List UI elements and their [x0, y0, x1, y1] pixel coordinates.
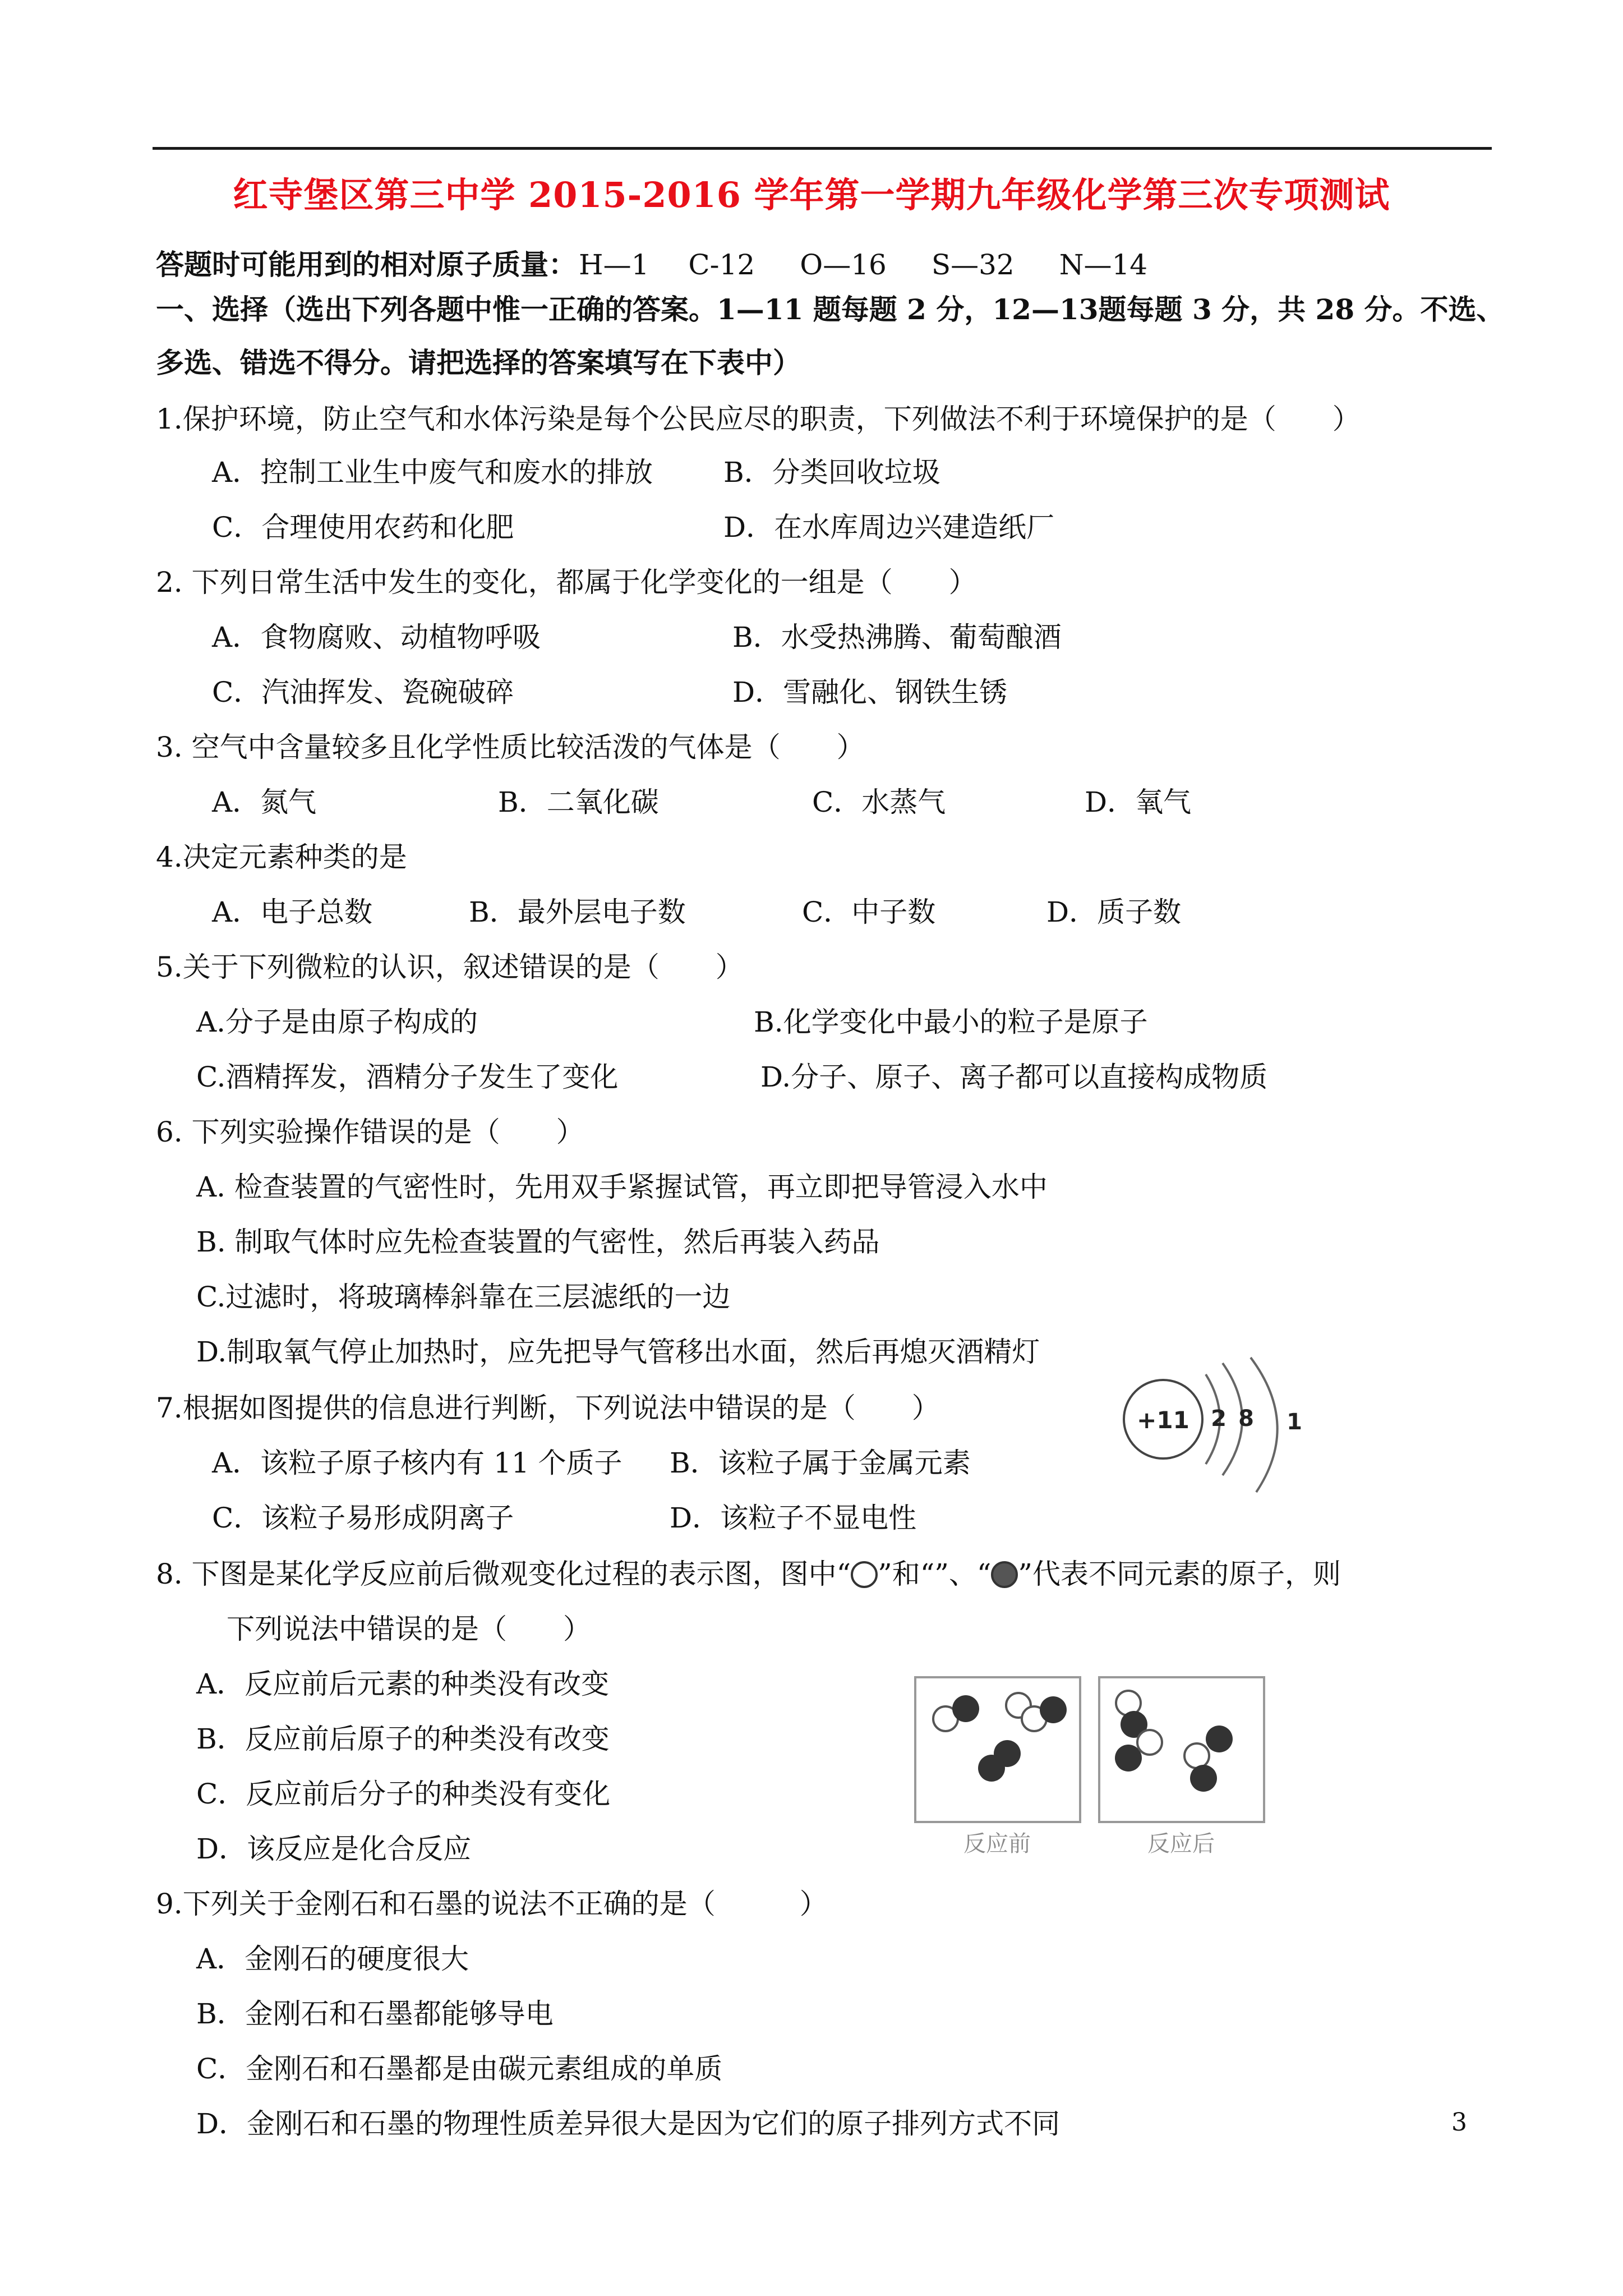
nucleus-charge: +11 [1137, 1406, 1189, 1434]
mass-o: O—16 [800, 249, 887, 281]
q8-option-d: D．该反应是化合反应 [196, 1833, 472, 1865]
q3-option-a: A．氮气 [212, 786, 317, 818]
mass-c: C-12 [688, 249, 755, 281]
q1-option-a: A．控制工业生中废气和废水的排放 [212, 456, 653, 489]
q8-option-a: A．反应前后元素的种类没有改变 [196, 1668, 610, 1700]
q7-option-a: A．该粒子原子核内有 11 个质子 [212, 1447, 623, 1479]
q9-option-d: D．金刚石和石墨的物理性质差异很大是因为它们的原子排列方式不同 [196, 2108, 1061, 2140]
q2-option-a: A．食物腐败、动植物呼吸 [212, 621, 541, 654]
q9-option-a: A．金刚石的硬度很大 [196, 1943, 469, 1975]
q6-option-a: A. 检查装置的气密性时，先用双手紧握试管，再立即把导管浸入水中 [196, 1171, 1048, 1203]
mass-h: H—1 [579, 249, 649, 281]
mass-n: N—14 [1059, 249, 1148, 281]
q7-option-d: D．该粒子不显电性 [670, 1502, 917, 1534]
q7-stem: 7.根据如图提供的信息进行判断，下列说法中错误的是（ ） [156, 1392, 940, 1424]
atomic-mass-line [156, 242, 1147, 283]
q5-option-c: C.酒精挥发，酒精分子发生了变化 [196, 1061, 619, 1093]
q5-option-a: A.分子是由原子构成的 [196, 1006, 478, 1038]
before-black-atom-2 [1040, 1696, 1067, 1723]
q6-option-d: D.制取氧气停止加热时，应先把导气管移出水面，然后再熄灭酒精灯 [196, 1336, 1040, 1368]
q4-option-c: C．中子数 [802, 896, 936, 928]
shell-2-electrons: 8 [1238, 1406, 1254, 1432]
before-black-atom-1 [952, 1695, 979, 1722]
q3-option-c: C．水蒸气 [812, 786, 946, 818]
white-atom-icon [851, 1561, 878, 1588]
q7-option-c: C．该粒子易形成阴离子 [212, 1502, 514, 1534]
q8-stem-part3: ”代表不同元素的原子，则 [1018, 1558, 1341, 1590]
q8-stem-line2: 下列说法中错误的是（ ） [227, 1613, 591, 1645]
before-label: 反应前 [963, 1831, 1031, 1857]
q3-option-d: D．氧气 [1085, 786, 1192, 818]
q1-option-c: C．合理使用农药和化肥 [212, 511, 514, 544]
q8-stem-line1 [156, 1557, 1341, 1591]
header-rule [153, 147, 1492, 150]
after-white-atom-3 [1184, 1743, 1209, 1768]
q8-option-b: B．反应前后原子的种类没有改变 [196, 1723, 610, 1755]
q5-stem: 5.关于下列微粒的认识，叙述错误的是（ ） [156, 951, 744, 983]
q3-stem: 3. 空气中含量较多且化学性质比较活泼的气体是（ ） [156, 731, 865, 763]
q9-option-b: B．金刚石和石墨都能够导电 [196, 1998, 554, 2030]
q4-option-a: A．电子总数 [212, 896, 373, 928]
q6-stem: 6. 下列实验操作错误的是（ ） [156, 1116, 584, 1148]
q4-option-d: D．质子数 [1046, 896, 1182, 928]
q4-stem: 4.决定元素种类的是 [156, 841, 407, 873]
shell-3-electrons: 1 [1287, 1409, 1302, 1435]
mass-s: S—32 [931, 249, 1015, 281]
q8-stem-part2: ”和“”、“ [878, 1558, 992, 1590]
reaction-diagram [903, 1672, 1295, 1868]
page-title: 红寺堡区第三中学 2015-2016 学年第一学期九年级化学第三次专项测试 [233, 174, 1390, 215]
q9-stem: 9.下列关于金刚石和石墨的说法不正确的是（ ） [156, 1888, 828, 1920]
electron-shell-3 [1251, 1358, 1278, 1492]
section-heading-line1: 一、选择（选出下列各题中惟一正确的答案。1—11 题每题 2 分，12—13题每题 3 分，共 28 分。不选、 [156, 293, 1505, 326]
q2-option-b: B．水受热沸腾、葡萄酿酒 [732, 621, 1062, 654]
before-black-atom-4 [978, 1755, 1005, 1782]
q2-option-c: C．汽油挥发、瓷碗破碎 [212, 676, 514, 708]
q4-option-b: B．最外层电子数 [469, 896, 686, 928]
q8-option-c: C．反应前后分子的种类没有变化 [196, 1778, 611, 1810]
q2-stem: 2. 下列日常生活中发生的变化，都属于化学变化的一组是（ ） [156, 566, 977, 599]
shell-1-electrons: 2 [1211, 1406, 1227, 1432]
after-black-atom-3 [1206, 1726, 1233, 1752]
after-black-atom-4 [1190, 1765, 1217, 1792]
q1-stem: 1.保护环境，防止空气和水体污染是每个公民应尽的职责，下列做法不利于环境保护的是（ ） [156, 403, 1361, 435]
q7-option-b: B．该粒子属于金属元素 [670, 1447, 971, 1479]
q6-option-b: B. 制取气体时应先检查装置的气密性，然后再装入药品 [196, 1226, 880, 1258]
q6-option-c: C.过滤时，将玻璃棒斜靠在三层滤纸的一边 [196, 1281, 731, 1313]
q1-option-d: D．在水库周边兴建造纸厂 [723, 511, 1055, 544]
q3-option-b: B．二氧化碳 [498, 786, 659, 818]
q5-option-b: B.化学变化中最小的粒子是原子 [754, 1006, 1148, 1038]
section-heading-line2: 多选、错选不得分。请把选择的答案填写在下表中） [156, 346, 801, 379]
q2-option-d: D．雪融化、钢铁生锈 [732, 676, 1008, 708]
q8-stem-part1: 8. 下图是某化学反应前后微观变化过程的表示图，图中“ [156, 1558, 851, 1590]
q1-option-b: B．分类回收垃圾 [723, 456, 940, 489]
black-atom-icon [991, 1561, 1018, 1588]
atom-structure-diagram [1116, 1346, 1324, 1509]
q5-option-d: D.分子、原子、离子都可以直接构成物质 [760, 1061, 1268, 1093]
q9-option-c: C．金刚石和石墨都是由碳元素组成的单质 [196, 2053, 723, 2085]
after-label: 反应后 [1147, 1831, 1215, 1857]
atomic-mass-label: 答题时可能用到的相对原子质量： [156, 248, 577, 281]
after-white-atom-2 [1137, 1730, 1162, 1755]
page-number: 3 [1451, 2108, 1467, 2137]
